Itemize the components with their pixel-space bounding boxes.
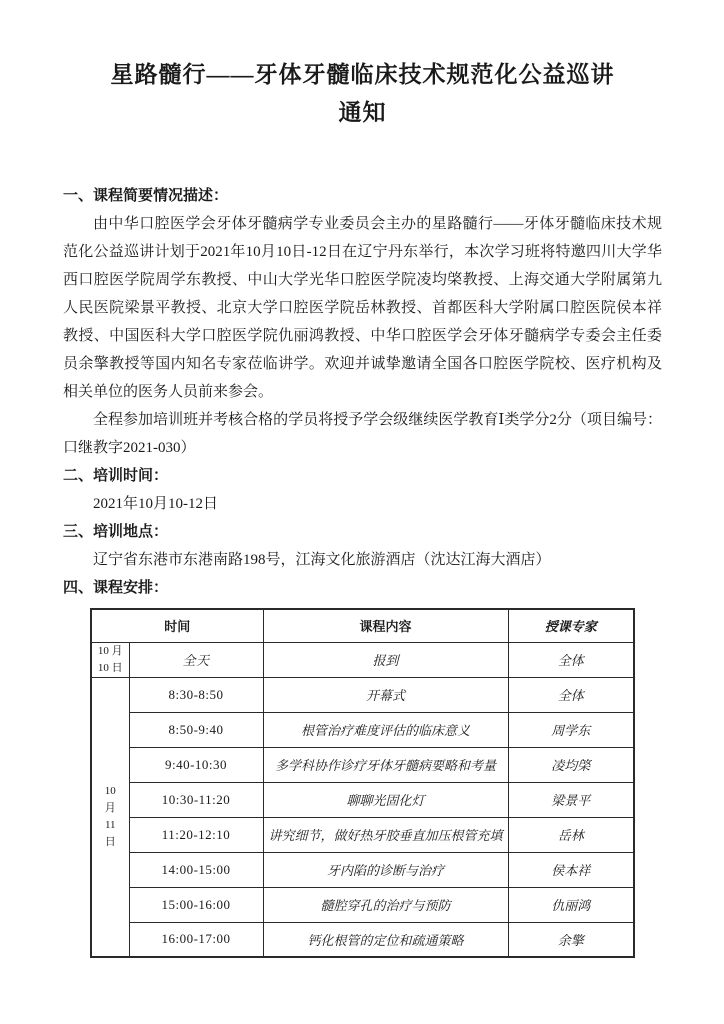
content-cell: 多学科协作诊疗牙体牙髓病要略和考量: [263, 747, 508, 782]
section-1-paragraph-1: 由中华口腔医学会牙体牙髓病学专业委员会主办的星路髓行——牙体牙髓临床技术规范化公益巡讲计划于2021年10月10日-12日在辽宁丹东举行，本次学习班将特邀四川大学华西口腔医学院周学东教授、中山大学光华口腔医学院凌均棨教授、上海交通大学附属第九人民医院梁景平教授、北京大学口腔医学院岳林教授、首都医科大学附属口腔医院侯本祥教授、中国医科大学口腔医学院仇丽鸿教授、中华口腔医学会牙体牙髓病学专委会主任委员余擎教授等国内知名专家莅临讲学。欢迎并诚挚邀请全国各口腔医学院校、医疗机构及相关单位的医务人员前来参会。: [63, 216, 662, 400]
schedule-row-day1: [91, 642, 634, 677]
date-cell-oct11: 10 月 11 日: [91, 677, 129, 957]
section-1-paragraph-2: 全程参加培训班并考核合格的学员将授予学会级继续医学教育Ⅰ类学分2分（项目编号：口继教字2021-030）: [63, 412, 662, 456]
content-cell: 讲究细节，做好热牙胶垂直加压根管充填: [263, 817, 508, 852]
expert-cell: 仇丽鸿: [508, 887, 634, 922]
content-cell: 根管治疗难度评估的临床意义: [263, 712, 508, 747]
page-subtitle: 通知: [338, 100, 387, 125]
schedule-row: [91, 712, 634, 747]
time-cell: 14:00-15:00: [129, 852, 263, 887]
content-cell: 聊聊光固化灯: [263, 782, 508, 817]
time-cell: 15:00-16:00: [129, 887, 263, 922]
time-cell: 11:20-12:10: [129, 817, 263, 852]
schedule-row: [91, 782, 634, 817]
schedule-row: [91, 747, 634, 782]
schedule-row: [91, 922, 634, 957]
time-cell: 8:50-9:40: [129, 712, 263, 747]
time-cell: 全天: [129, 642, 263, 677]
col-header-expert: 授课专家: [508, 609, 634, 642]
expert-cell: 岳林: [508, 817, 634, 852]
time-cell: 10:30-11:20: [129, 782, 263, 817]
expert-cell: 余擎: [508, 922, 634, 957]
schedule-table: [90, 608, 635, 958]
expert-cell: 侯本祥: [508, 852, 634, 887]
content-cell: 钙化根管的定位和疏通策略: [263, 922, 508, 957]
expert-cell: 梁景平: [508, 782, 634, 817]
section-2-paragraph-1: 2021年10月10-12日: [93, 496, 218, 512]
section-3-heading: 三、培训地点：: [63, 524, 169, 540]
page-title: 星路髓行——牙体牙髓临床技术规范化公益巡讲: [110, 62, 615, 87]
content-cell: 报到: [263, 642, 508, 677]
schedule-row: [91, 887, 634, 922]
section-3-paragraph-1: 辽宁省东港市东港南路198号，江海文化旅游酒店（沈达江海大酒店）: [93, 552, 551, 568]
time-cell: 8:30-8:50: [129, 677, 263, 712]
content-cell: 开幕式: [263, 677, 508, 712]
time-cell: 9:40-10:30: [129, 747, 263, 782]
schedule-row: [91, 817, 634, 852]
section-4-heading: 四、课程安排：: [63, 580, 169, 596]
schedule-row: [91, 677, 634, 712]
content-cell: 髓腔穿孔的治疗与预防: [263, 887, 508, 922]
col-header-content: 课程内容: [263, 609, 508, 642]
schedule-row: [91, 852, 634, 887]
expert-cell: 周学东: [508, 712, 634, 747]
expert-cell: 凌均棨: [508, 747, 634, 782]
document-body: [63, 182, 662, 958]
expert-cell: 全体: [508, 642, 634, 677]
time-cell: 16:00-17:00: [129, 922, 263, 957]
col-header-time: 时间: [91, 609, 263, 642]
section-1-heading: 一、课程简要情况描述：: [63, 188, 229, 204]
section-2-heading: 二、培训时间：: [63, 468, 169, 484]
expert-cell: 全体: [508, 677, 634, 712]
schedule-header-row: [91, 609, 634, 642]
content-cell: 牙内陷的诊断与治疗: [263, 852, 508, 887]
date-cell-oct10: 10 月 10 日: [91, 642, 129, 677]
